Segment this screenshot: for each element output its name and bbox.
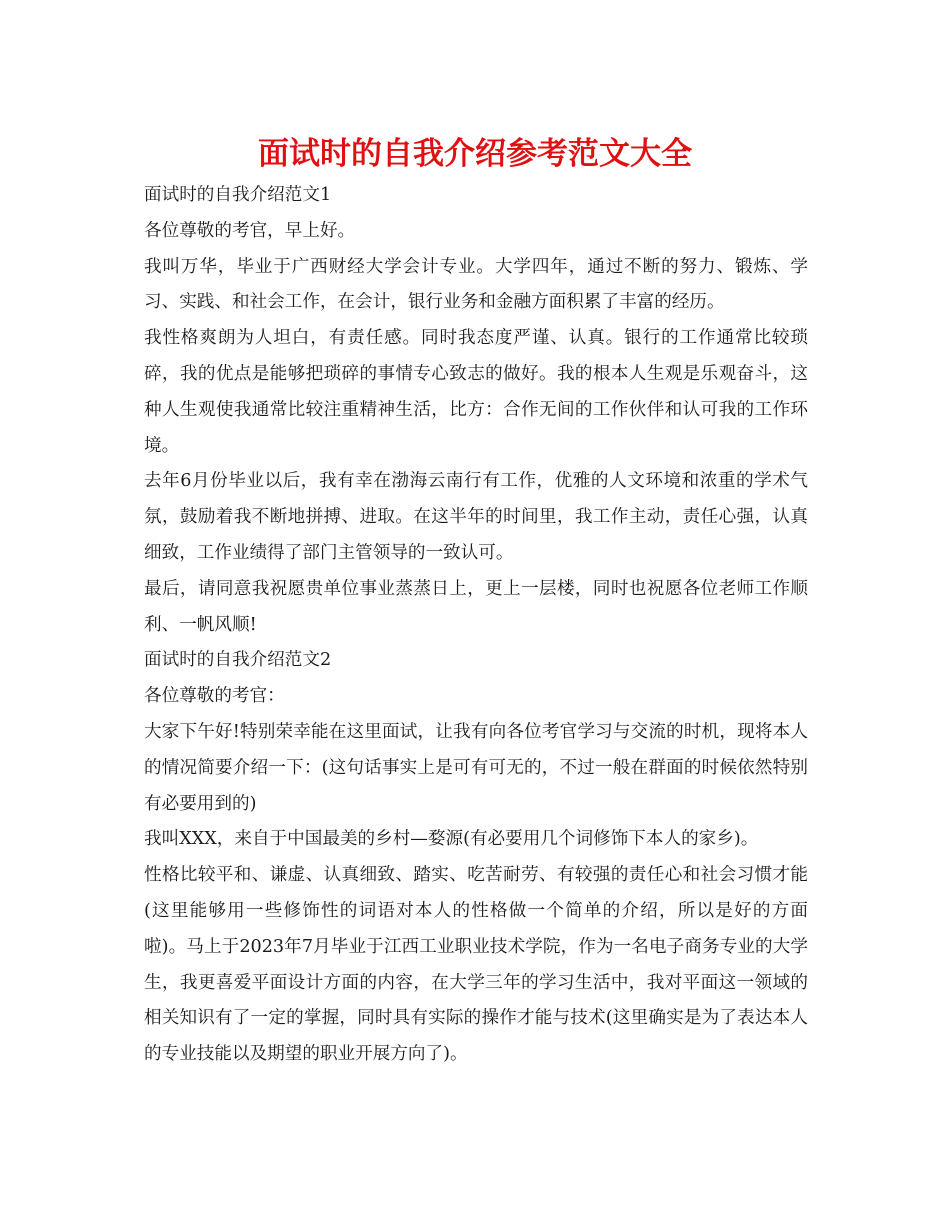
body-paragraph: 去年6月份毕业以后，我有幸在渤海云南行有工作，优雅的人文环境和浓重的学术气氛，鼓励着我不断地拼搏、进取。在这半年的时间里，我工作主动，责任心强，认真细致，工作业绩得了部门主管领导的一致认可。 <box>144 471 808 563</box>
body-paragraph: 我性格爽朗为人坦白，有责任感。同时我态度严谨、认真。银行的工作通常比较琐碎，我的优点是能够把琐碎的事情专心致志的做好。我的根本人生观是乐观奋斗，这种人生观使我通常比较注重精神生活，比方：合作无间的工作伙伴和认可我的工作环境。 <box>144 328 808 456</box>
greeting-paragraph-1: 各位尊敬的考官，早上好。 <box>144 220 356 241</box>
greeting-paragraph-2: 各位尊敬的考官： <box>144 686 285 707</box>
body-paragraph: 大家下午好!特别荣幸能在这里面试，让我有向各位考官学习与交流的时机，现将本人的情况简要介绍一下：(这句话事实上是可有可无的，不过一般在群面的时候依然特别有必要用到的) <box>144 721 808 814</box>
body-paragraph: 我叫万华，毕业于广西财经大学会计专业。大学四年，通过不断的努力、锻炼、学习、实践、和社会工作，在会计，银行业务和金融方面积累了丰富的经历。 <box>144 256 808 313</box>
document-title: 面试时的自我介绍参考范文大全 <box>258 136 692 172</box>
document-body <box>144 178 808 1073</box>
section-heading-2: 面试时的自我介绍范文2 <box>144 650 332 671</box>
body-paragraph: 最后，请同意我祝愿贵单位事业蒸蒸日上，更上一层楼，同时也祝愿各位老师工作顺利、一帆风顺! <box>144 578 808 635</box>
body-paragraph: 性格比较平和、谦虚、认真细致、踏实、吃苦耐劳、有较强的责任心和社会习惯才能(这里能够用一些修饰性的词语对本人的性格做一个简单的介绍，所以是好的方面啦)。马上于2023年7月毕业于江西工业职业技术学院，作为一名电子商务专业的大学生，我更喜爱平面设计方面的内容，在大学三年的学习生活中，我对平面这一领域的相关知识有了一定的掌握，同时具有实际的操作才能与技术(这里确实是为了表达本人的专业技能以及期望的职业开展方向了)。 <box>144 865 808 1065</box>
section-heading-1: 面试时的自我介绍范文1 <box>144 185 332 205</box>
body-paragraph: 我叫XXX，来自于中国最美的乡村—婺源(有必要用几个词修饰下本人的家乡)。 <box>144 829 759 850</box>
